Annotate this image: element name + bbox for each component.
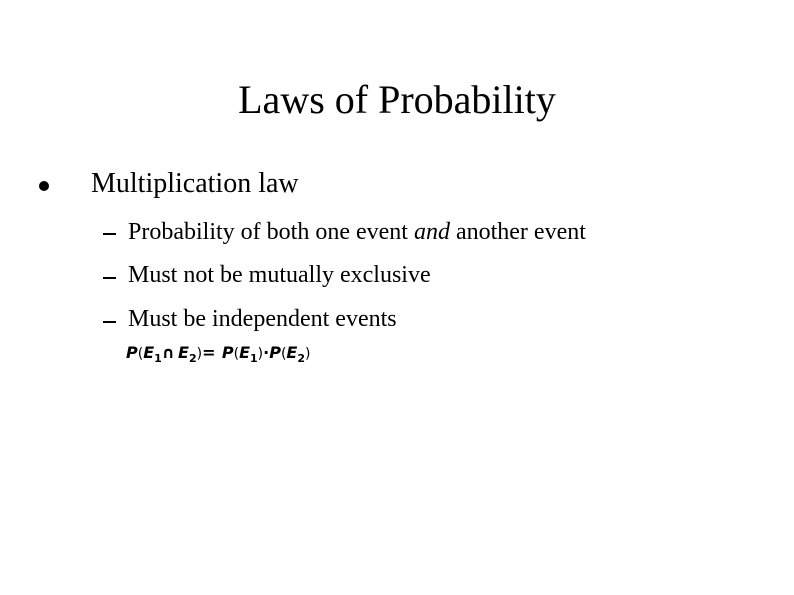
sub-bullet-not-mutually-exclusive [128, 260, 431, 290]
formula-e: E [239, 343, 250, 362]
emphasis-and: and [413, 219, 450, 245]
sub-bullet-text: Probability of both one event [128, 219, 414, 245]
formula-equals: = [202, 343, 216, 362]
sub-bullet-both-events [128, 217, 586, 247]
formula-e: E [178, 343, 189, 362]
formula-open-paren: ( [233, 346, 240, 362]
sub-bullet-independent-events [128, 304, 397, 334]
formula-e: E [286, 343, 298, 362]
formula-close-paren: ) [305, 346, 311, 362]
dash-bullet-icon [103, 321, 116, 323]
sub-bullet-text-tail: another event [449, 219, 586, 245]
formula-open-paren: ( [137, 346, 144, 362]
formula-close-paren: ) [257, 346, 264, 362]
formula-subscript: 2 [188, 352, 197, 365]
formula-subscript: 1 [154, 352, 162, 365]
dash-bullet-icon [103, 233, 116, 235]
bullet-multiplication-law: Multiplication law [91, 168, 299, 199]
formula-subscript: 1 [250, 352, 258, 365]
sub-bullet-text: Must be independent events [128, 306, 397, 332]
formula-p: P [221, 343, 234, 362]
formula-e: E [143, 343, 155, 362]
bullet-dot-icon [39, 181, 49, 191]
formula-intersect: ∩ [161, 343, 175, 362]
formula-p: P [269, 343, 281, 362]
formula-times: · [263, 343, 270, 362]
slide-title: Laws of Probability [238, 77, 556, 122]
dash-bullet-icon [103, 277, 116, 279]
formula-subscript: 2 [297, 352, 305, 365]
formula-close-paren: ) [196, 346, 203, 362]
formula-open-paren: ( [280, 346, 287, 362]
sub-bullet-text: Must not be mutually exclusive [128, 262, 431, 288]
formula-p: P [126, 343, 138, 362]
multiplication-formula [126, 342, 310, 370]
